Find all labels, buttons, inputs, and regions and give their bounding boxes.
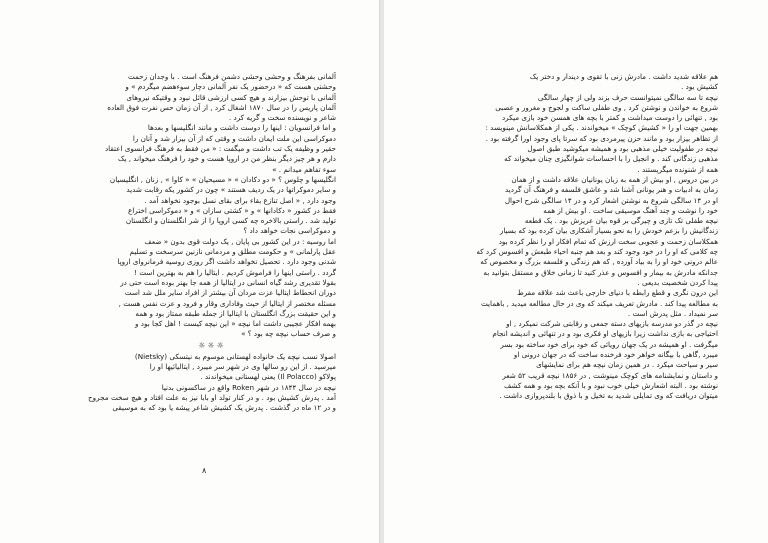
left-page xyxy=(0,0,380,543)
text-line: میرسید . از این رو سالها وی در شهر سر میبرد , ایتالیائیها او را xyxy=(149,362,336,372)
text-line: و صرف حساب نیچه چه بود ؟ » xyxy=(241,329,336,339)
text-line: نیچه در طفولیت خیلی مذهبی بود و همیشه میکوشید طبق اصول xyxy=(527,144,718,154)
text-line: سوء تفاهم میدانم . » xyxy=(272,164,336,174)
text-line: شدنی وجود دارد . تحصیل نخواهد داشت اگر روزی روسیه فرمانروای اروپا xyxy=(117,257,336,267)
text-line: نیچه طفلی تک تازی و چیرگی بر قوه بیان عریزش بود . یک قطعه xyxy=(524,216,718,226)
text-line: اما روسیه : در این کشور بی پایان , یک دولت قوی بدون « ضعف xyxy=(144,236,336,246)
text-line: وحشتی هست که « درحضور یک نفر آلمانی دچار سوءهضم میگردم » و xyxy=(125,82,336,92)
text-line: همه از شنونده میگریستند . xyxy=(637,164,718,174)
text-line: تولید شد . راستی بالاخره چه کسی اروپا را از شر انگلستان و انگلستان xyxy=(125,216,336,226)
text-line: دوران انحطاط ایتالیا عزت مردان آن بیشتر از افراد سایر ملل شد است xyxy=(124,288,336,298)
text-line: همکلاسان زحمت و عجوبی سخت ارزش که تمام افکار او را نظر کرده بود xyxy=(498,236,718,246)
text-line: عالم درونی خود او را به بیاد آورده , که هم زندگی و فلسفه بزرگ و مخصوص که xyxy=(480,257,718,267)
text-line: و سایر دموکراتها در یک ردیف هستند » چون در کشور یکه رقابت شدید xyxy=(126,185,336,195)
page-number: ۸ xyxy=(202,466,207,475)
text-line: میگرفت . او همیشه در یک جهان رویائی که خود برای خود ساخته بود بسر xyxy=(500,339,718,349)
text-line: پولاکو (Il Polacco) یعنی لهستانی میخواندند . xyxy=(200,372,336,382)
text-line: چه کلامی که او را در خود وجود کند و بعد هم جنبه احیاء طبعش و افسوس کرد که xyxy=(476,247,718,257)
text-line: مذهبی زندگانی کند . و انجیل را با احساسات شوانگیزی چنان میخواند که xyxy=(504,154,718,164)
text-line: و این حقیقت بزرگ انگلستان با ایتالیا از جمله طبقه ممتاز بود و همه xyxy=(135,308,336,318)
text-line: نیچه در گذر دو مدرسه بازیهای دسته جمعی و رقابتی شرکت نمیکرد , او xyxy=(506,319,718,329)
text-line: وجود دارد , « اصل تنازع بقاء برای بقای نسل بوجود نخواهد آمد . xyxy=(144,195,336,205)
text-line: به مطالعه پیدا کند . مادرش تعریف میکند که وی در حال مطالعه میدید , باهمایت xyxy=(480,298,718,308)
text-line: این درون نگری و قطع رابطه با دنیای خارجی باعث شد علاقه مفرط xyxy=(517,288,718,298)
text-line: خود را نوشت و چند آهنگ موسیقی ساخت . او بیش از همه xyxy=(543,205,718,215)
text-line: سر نمیداد . مثل پدرش است . xyxy=(627,308,718,318)
right-page xyxy=(384,0,768,543)
text-line: انگلیسها و چلوس ؟ « دو دکادان » « مسیحیان » « کاوا » , زنان , انگلیسیان xyxy=(109,174,336,184)
text-line: جدانکه مادرش به بیمار و افسوس و عذر کنید تا زمانی خلاق و مستقل بتوانید به xyxy=(483,267,718,277)
text-line: نیچه تا سه سالگی نمیتوانست حرف بزند ولی از چهار سالگی xyxy=(537,92,718,102)
text-line: آلمانی بفرهنگ و وحشی وحشی دشمن فرهنگ است . با وجدان زحمت xyxy=(127,72,336,81)
text-line: فقط در کشور « دکادانها » و « کشتی سازان » و « دموکراسی اختراع xyxy=(128,205,336,215)
text-line: و داستان و نمایشنامه های کوچک مینوشت , در ۱۸۵۶ نیچه قریب ۵۲ شعر xyxy=(502,370,718,380)
text-line: آمد . پدرش کشیش بود . و در کنار تولد او بابا نیز به علت افتاد و هیچ سخت مجروح xyxy=(88,392,336,402)
text-line: دموکراسی این ملت ایمان داشت و وقتی که از آن بیزار شد و آنان را xyxy=(132,133,336,143)
text-line: آلمانی با توحش بیزارند و هیچ کسی ارزشی قائل نبود و وقتیکه نیروهای xyxy=(126,92,336,102)
text-line: بهمه افکار عجیبی داشت اما نیچه « این نیچه کیست ! اهل کجا بود و xyxy=(135,319,336,329)
text-line: در بین دروس , او بیش از همه به زبان یونانیان علاقه داشت و از همان xyxy=(511,174,718,184)
text-line: و در ۱۲ ماه در گذشت . پدرش یک کشیش شاعر پیشه یا بود که به موسیقی xyxy=(112,403,336,413)
text-line: گردد . راستی اینها را فراموش کردیم . ایتالیا را هم به بهترین است ! xyxy=(134,267,336,277)
text-line: شاعر و نویسنده سخت و گریه کرد . xyxy=(228,113,336,123)
text-line: حقیر و وظیفه یک تب داشت و میگفت : « من فقط به فرهنگ فرانسوی اعتقاد xyxy=(104,144,336,154)
text-line: پیدا کردن شخصیت بدیعی . xyxy=(637,277,718,287)
text-line: بقولا تقدیری رشد گیاه انسانی در ایتالیا از همه جا بهتر بوده است حتی در xyxy=(120,277,336,287)
text-line: بود , تنهائی را دوست میداشت و کمتر با بچه های همسن خود بازی میکرد xyxy=(501,113,718,123)
text-line: او در ۱۴ سالگی شروع به نوشتن اشعار کرد و در ۱۴ سالگی شرح احوال xyxy=(504,195,718,205)
text-line: نوشته بود . البته اشعارش خیلی خوب نبود و با آنکه بچه بود و همه کشف xyxy=(504,380,718,390)
text-line: آلمان پاریس را در سال ۱۸۷۰ اشغال کرد , از آن زمان حس نفرت فوق العاده xyxy=(107,102,336,112)
text-line: شروع به خواندن و نوشتن کرد , وی طفلی ساکت و لجوج و مغرور و عصبی xyxy=(495,102,718,112)
text-line: و اما فرانسویان : اینها را دوست داشت و مانند انگلیسها و بعدها xyxy=(147,123,336,133)
text-line: زندگانیش را بزعم خودش را به نحو بسیار آشکاری بیان کرده بود که بسیار xyxy=(499,226,718,236)
text-line: نیچه در سال ۱۸۴۴ در شهر Roken واقع در ساکسونی بدنیا xyxy=(161,382,336,392)
right-page-body xyxy=(472,72,718,402)
text-line: میتوان دریافت که وی تمایلی شدید به تخیل و با ذوق با بلندپروازی داشت . xyxy=(499,391,718,401)
text-line: از تظاهر بیزار بود و مانند حزن پیرمردی بود که سرتا پای وجود اورا گرفته بود . xyxy=(485,133,718,143)
text-line: کشیش بود . xyxy=(681,82,718,92)
text-line: سیر و سیاحت میکرد . در همین زمان نیچه هم برای نمایشهای xyxy=(536,360,718,370)
text-line: هم علاقه شدید داشت . مادرش زنی با تقوی و دیندار و دختر یک xyxy=(529,72,718,81)
text-line: دارم و هر چیز دیگر بنظر من در اروپا هست و خود را فرهنگ میخواند , یک xyxy=(118,154,336,164)
left-page-body xyxy=(88,72,336,414)
text-line: و دموکراسی نجات خواهد داد ؟ xyxy=(243,226,336,236)
text-line: مسئله مختصر از ایتالیا از حیث وفاداری وقار و فرود و عزت نفس هست , xyxy=(118,298,336,308)
text-line: عقل پارلمانی » و حکومت مطلق و مردمانی نازنین سرسخت و تسلیم xyxy=(129,247,336,257)
text-line: بهمین جهت او را « کشیش کوچک » میخواندند . یکی از همکلاسانش مینویسد : xyxy=(485,123,718,133)
section-separator: ☼☼☼ xyxy=(198,340,226,350)
text-line: میبرد ,گاهی با بیگانه خواهر خود فرخنده ساخت که در جهان درونی او xyxy=(513,350,718,360)
text-line: زمان به ادبیات و هنر یونانی آشنا شد و عاشق فلسفه و فرهنگ آن گردید xyxy=(505,185,718,195)
text-line: احتیاجی به بازی نداشت زیرا بازیهای او فکری بود و در تنهائی و اندیشه انجام xyxy=(492,329,718,339)
text-line: اصولا نسب نیچه یک خانواده لهستانی موسوم به نیتسکی (Nietsky) xyxy=(134,351,336,361)
